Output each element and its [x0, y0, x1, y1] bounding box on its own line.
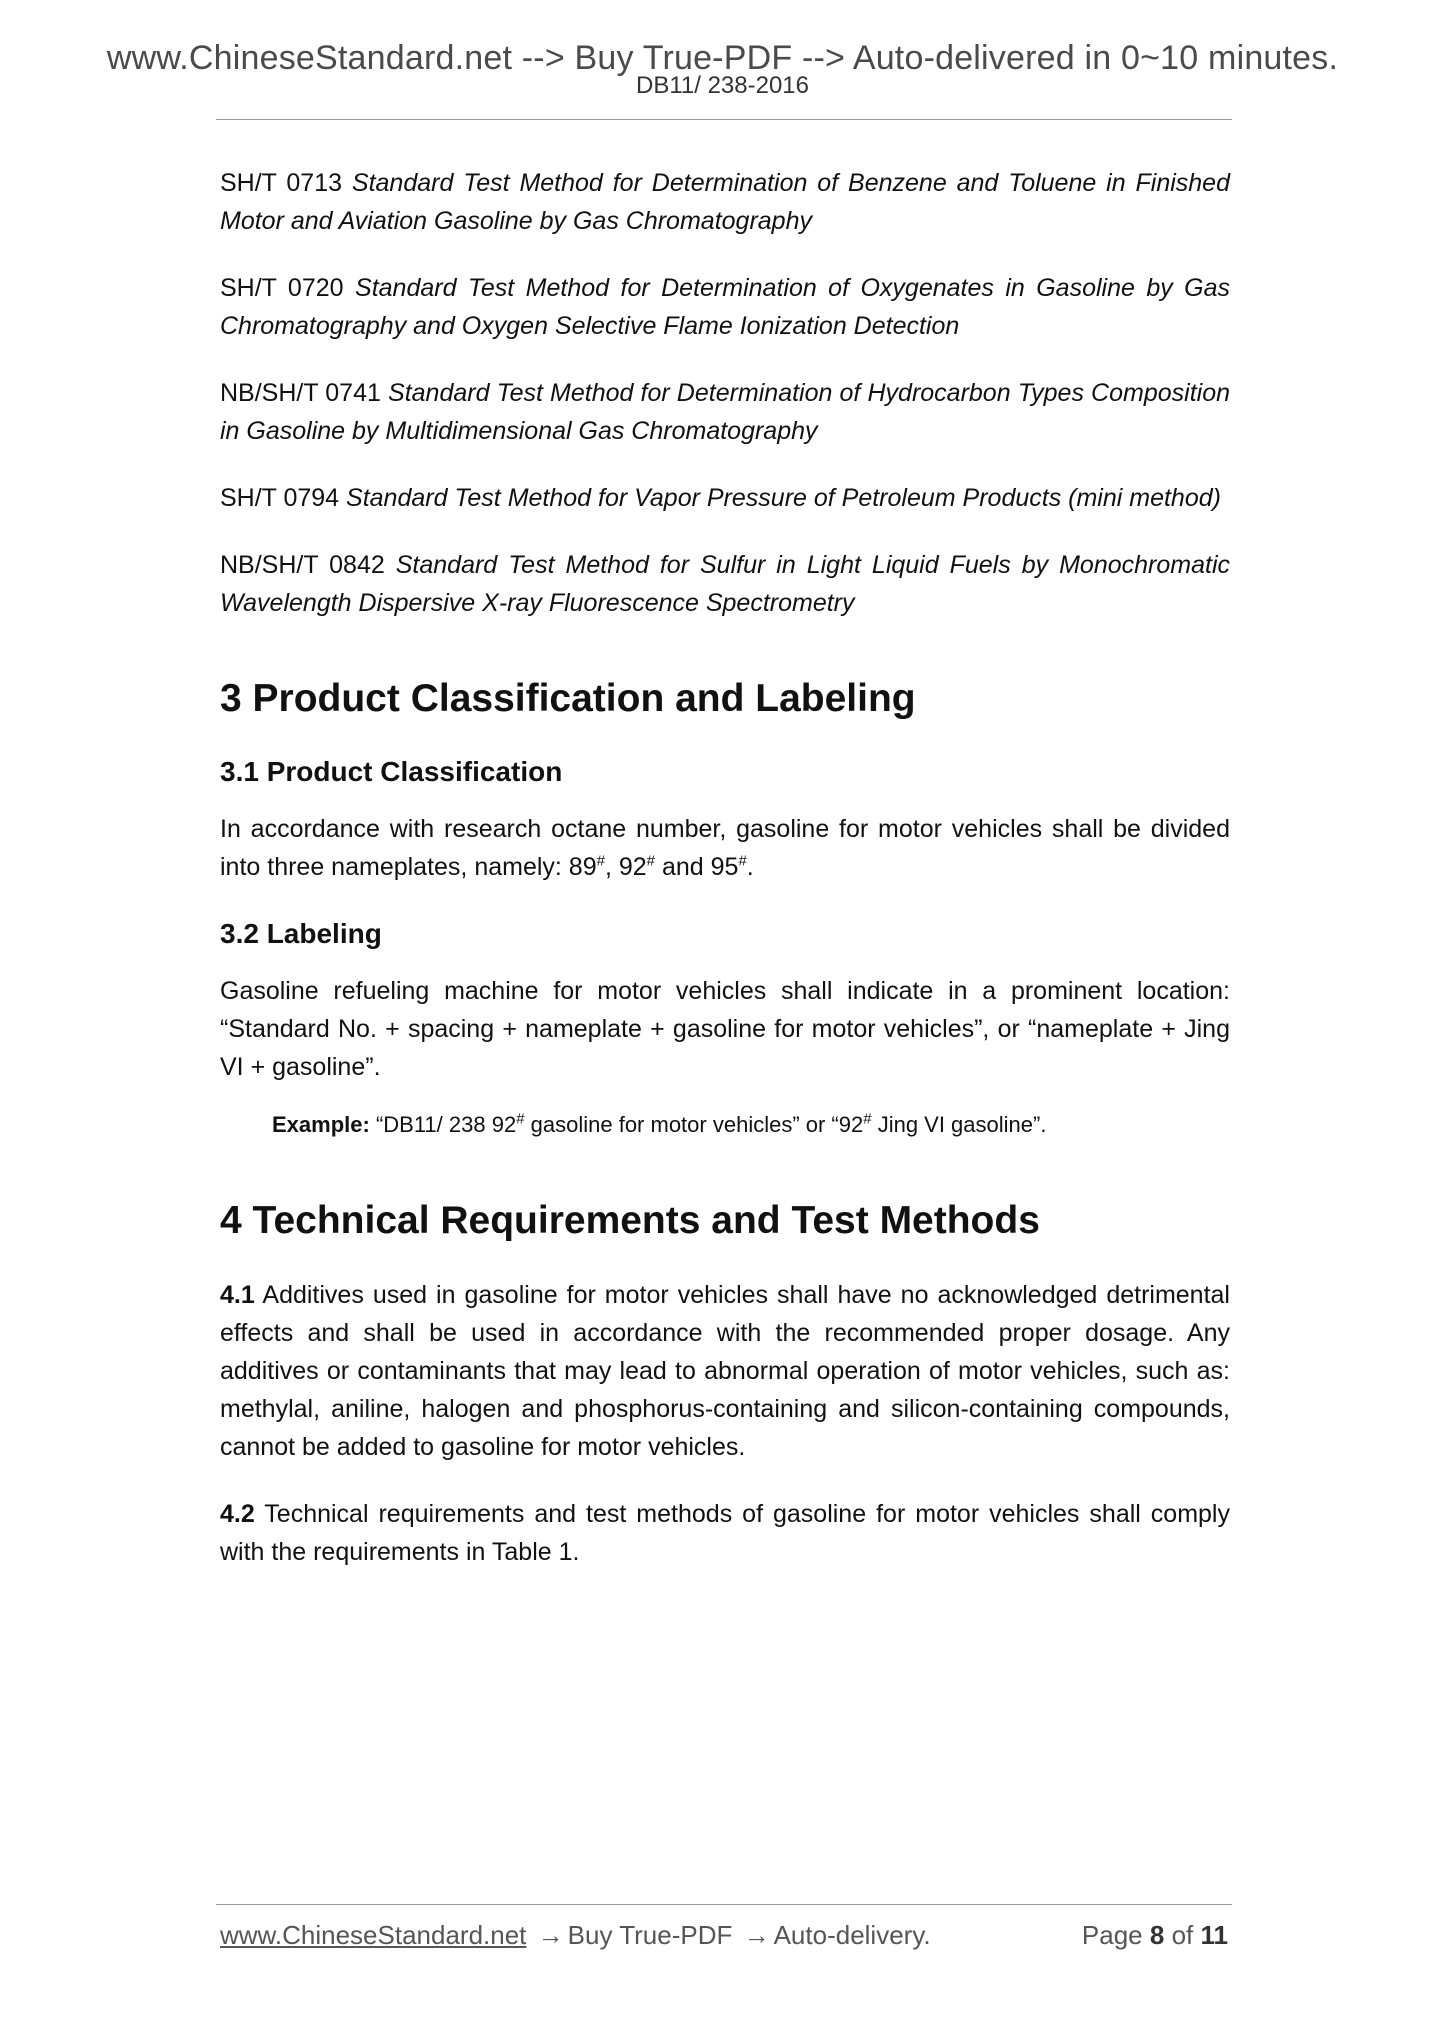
reference-title: Standard Test Method for Determination of Hydrocarbon Types Composition in Gasoline by Multidimensional Gas Chromatography — [220, 379, 1231, 445]
section-3-2-heading: 3.2 Labeling — [220, 918, 382, 949]
header-divider — [216, 119, 1232, 120]
reference-code: SH/T 0713 — [220, 169, 342, 197]
reference-title: Standard Test Method for Determination of Oxygenates in Gasoline by Gas Chromatography and Oxygen Selective Flame Ionization Detection — [220, 274, 1231, 340]
example-text: “DB11/ 238 92 — [369, 1112, 517, 1137]
requirement-paragraph-4-1 — [220, 1276, 1230, 1466]
section-4-heading: 4 Technical Requirements and Test Methods — [220, 1199, 1040, 1242]
section-3-1-heading: 3.1 Product Classification — [220, 756, 563, 787]
reference-code: SH/T 0720 — [220, 274, 344, 302]
reference-item — [220, 479, 1230, 517]
labeling-paragraph: Gasoline refueling machine for motor vehicles shall indicate in a prominent location: “Standard No. + spacing + nameplate + gasoline for motor vehicles”, or “nameplate + Jing VI + gasoline”. — [220, 977, 1230, 1081]
reference-item — [220, 546, 1230, 622]
example-text: gasoline for motor vehicles” or “92 — [524, 1112, 864, 1137]
footer-buy-text: Buy True-PDF — [567, 1920, 733, 1950]
page-footer — [220, 1918, 1228, 1952]
reference-code: NB/SH/T 0842 — [220, 551, 385, 579]
requirement-paragraph-4-2 — [220, 1495, 1230, 1571]
page-total: 11 — [1200, 1920, 1228, 1950]
nameplate-mark: # — [738, 852, 747, 870]
footer-divider — [216, 1904, 1232, 1905]
example-label: Example: — [272, 1112, 370, 1137]
nameplate-mark: # — [863, 1110, 872, 1128]
page-label: Page — [1081, 1920, 1143, 1950]
labeling-example — [272, 1110, 1230, 1140]
reference-code: NB/SH/T 0741 — [220, 379, 381, 407]
reference-title: Standard Test Method for Vapor Pressure of Petroleum Products (mini method) — [346, 484, 1221, 512]
arrow-right-icon: → — [743, 1920, 770, 1950]
reference-title: Standard Test Method for Determination of Benzene and Toluene in Finished Motor and Aviation Gasoline by Gas Chromatography — [220, 169, 1230, 235]
reference-code: SH/T 0794 — [220, 484, 340, 512]
nameplate-mark: # — [596, 852, 605, 870]
page-indicator — [1082, 1918, 1228, 1952]
classification-sep: , 92 — [604, 853, 647, 881]
classification-sep: and 95 — [655, 853, 739, 881]
page-content — [220, 164, 1230, 1593]
of-label: of — [1171, 1920, 1194, 1950]
clause-number: 4.2 — [220, 1500, 255, 1528]
clause-text: Additives used in gasoline for motor vehicles shall have no acknowledged detrimental effects and shall be used in accordance with the recommended proper dosage. Any additives or contaminants that may lead to abnormal operation of motor vehicles, such as: methylal, aniline, halogen and phosphorus-containing and silicon-containing compounds, cannot be added to gasoline for motor vehicles. — [220, 1281, 1230, 1461]
classification-text: In accordance with research octane number, gasoline for motor vehicles shall be divided into three nameplates, namely: 89 — [220, 815, 1230, 881]
nameplate-mark: # — [516, 1110, 525, 1128]
reference-item — [220, 164, 1230, 240]
nameplate-mark: # — [646, 852, 656, 870]
example-text: Jing VI gasoline”. — [871, 1112, 1047, 1137]
footer-site-link[interactable]: www.ChineseStandard.net — [220, 1920, 527, 1950]
top-banner[interactable]: www.ChineseStandard.net --> Buy True-PDF --> Auto-delivered in 0~10 minutes. — [106, 39, 1339, 77]
section-3-heading: 3 Product Classification and Labeling — [220, 677, 916, 720]
arrow-right-icon: → — [537, 1920, 564, 1950]
clause-text: Technical requirements and test methods of gasoline for motor vehicles shall comply with the requirements in Table 1. — [220, 1500, 1230, 1566]
classification-paragraph — [220, 810, 1230, 886]
reference-item — [220, 374, 1230, 450]
clause-number: 4.1 — [220, 1281, 255, 1309]
reference-title: Standard Test Method for Sulfur in Light Liquid Fuels by Monochromatic Wavelength Dispersive X-ray Fluorescence Spectrometry — [220, 551, 1230, 617]
classification-end: . — [746, 853, 754, 881]
document-code: DB11/ 238-2016 — [635, 72, 809, 99]
reference-item — [220, 269, 1230, 345]
footer-delivery-text: Auto-delivery. — [773, 1920, 931, 1950]
page-number: 8 — [1149, 1920, 1165, 1950]
